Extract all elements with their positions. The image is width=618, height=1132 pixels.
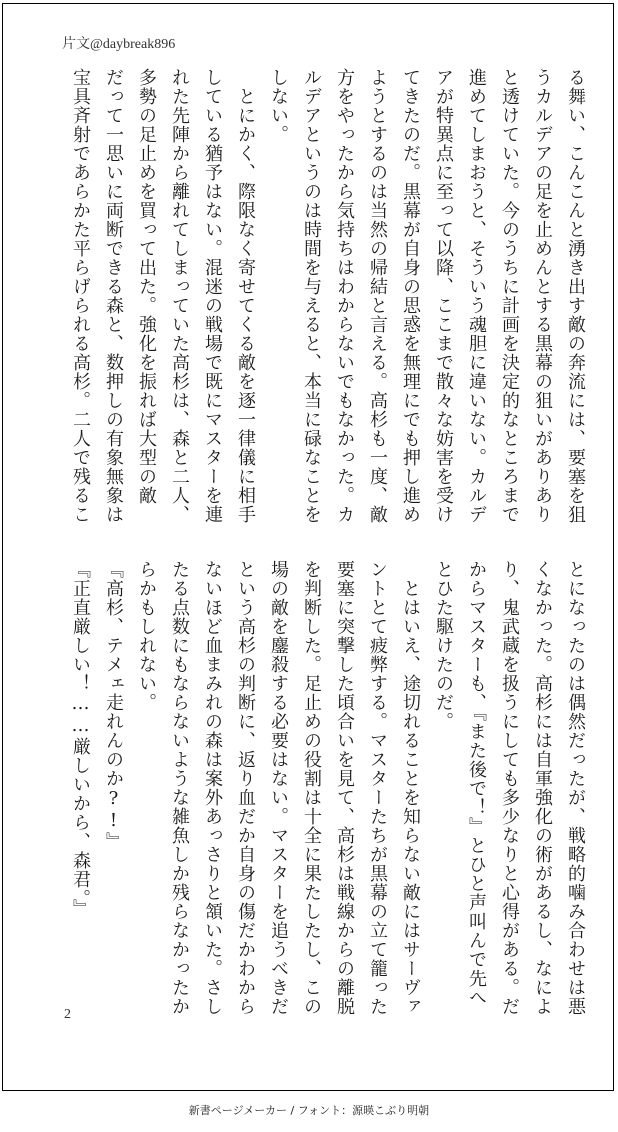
lower-column-16: 『正直厳しい！……厳しいから、森君。』 (70, 560, 91, 918)
upper-column-08: 方をやったから気持ちはわからないでもなかった。カ (334, 68, 355, 524)
footer-credit: 新書ページメーカー / フォント：源暎こぶり明朝 (188, 1104, 430, 1117)
upper-column-02: うカルデアの足を止めんとする黒幕の狙いがありあり (532, 68, 553, 524)
upper-column-06: てきたのだ。黒幕が自身の思惑を無理にでも押し進め (400, 68, 421, 524)
page-number: 2 (64, 1007, 71, 1022)
upper-column-09: ルデアというのは時間を与えると、本当に碌なことを (301, 68, 322, 524)
upper-column-03: と透けていた。今のうちに計画を決定的なところまで (499, 68, 520, 524)
lower-column-13: たる点数にもならないような雑魚しか残らなかったか (169, 560, 190, 1016)
lower-column-14: らかもしれない。 (136, 560, 157, 712)
upper-column-15: だって一思いに両断できる森と、数押しの有象無象は (103, 68, 124, 524)
lower-column-12: ないほど血まみれの森は案外あっさりと頷いた。さし (202, 560, 223, 1016)
lower-column-07: ントとて疲弊する。マスターたちが黒幕の立て籠った (367, 560, 388, 1016)
lower-column-09: を判断した。足止めの役割は十全に果たしたし、この (301, 560, 322, 1016)
lower-column-15: 『高杉、テメェ走れんのか?!』 (103, 560, 124, 851)
upper-column-07: ようとするのは当然の帰結と言える。高杉も一度、敵 (367, 68, 388, 524)
upper-column-16: 宝具斉射であらかた平らげられる高杉。二人で残るこ (70, 68, 91, 524)
lower-column-08: 要塞に突撃した頃合いを見て、高杉は戦線からの離脱 (334, 560, 355, 1016)
lower-column-10: 場の敵を鏖殺する必要はない。マスターを追うべきだ (268, 560, 289, 1016)
upper-tier (64, 68, 592, 528)
upper-column-10: しない。 (268, 68, 289, 144)
upper-column-01: る舞い、こんこんと湧き出す敵の奔流には、要塞を狙 (565, 68, 586, 524)
lower-column-01: とになったのは偶然だったが、戦略的噛み合わせは悪 (565, 560, 586, 1016)
lower-column-05: とひた駆けたのだ。 (433, 560, 454, 731)
upper-column-04: 進めてしまおうと、そういう魂胆に違いない。カルデ (466, 68, 487, 524)
lower-column-11: という高杉の判断に、返り血だか自身の傷だかわから (235, 560, 256, 1016)
author-credit: 片文@daybreak896 (62, 37, 176, 52)
upper-column-12: している猶予はない。混迷の戦場で既にマスターを連 (202, 68, 223, 524)
lower-tier (64, 560, 592, 1020)
lower-column-02: くなかった。高杉には自軍強化の術があるし、なによ (532, 560, 553, 1016)
lower-column-04: からマスターも、『また後で！』とひと声叫んで先へ (466, 560, 487, 1007)
upper-column-14: 多勢の足止めを買って出た。強化を振れば大型の敵 (136, 68, 157, 505)
upper-column-13: れた先陣から離れてしまっていた高杉は、森と二人、 (169, 68, 190, 524)
upper-column-05: アが特異点に至って以降、ここまで散々な妨害を受け (433, 68, 454, 524)
lower-column-03: り、鬼武蔵を扱うにしても多少なりと心得がある。だ (499, 560, 520, 1016)
upper-column-11: とにかく、際限なく寄せてくる敵を逐一律儀に相手 (235, 68, 256, 524)
lower-column-06: とはいえ、途切れることを知らない敵にはサーヴァ (400, 560, 421, 1016)
